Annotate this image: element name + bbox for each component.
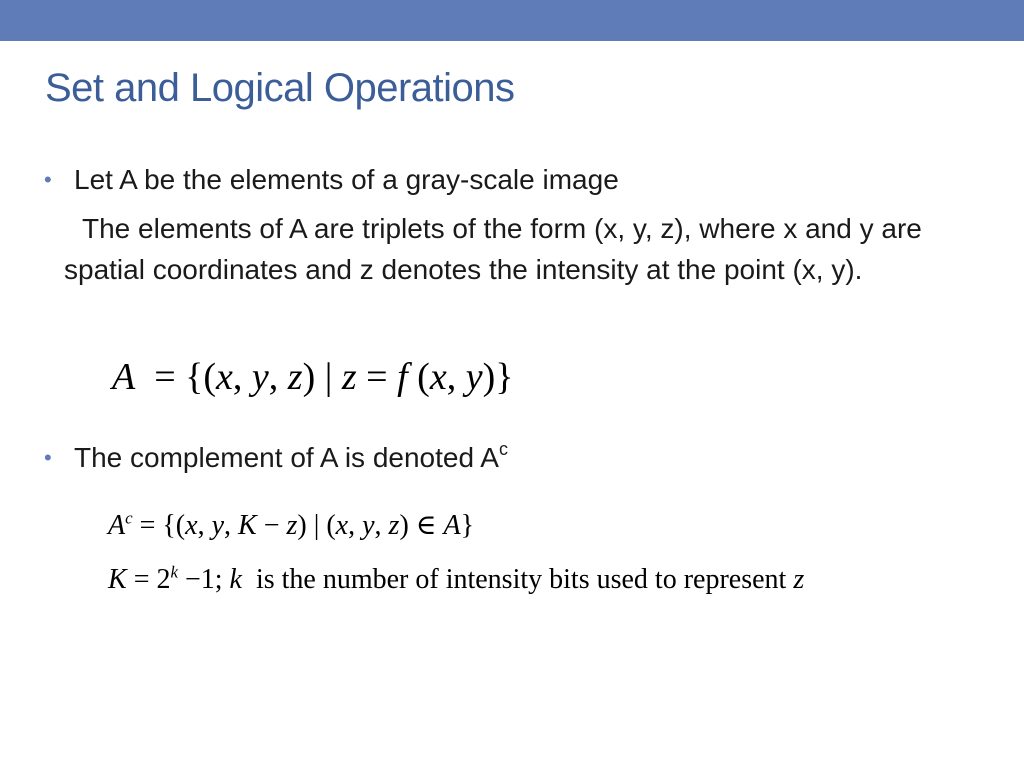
equation-set-definition: A = {(x, y, z) | z = f (x, y)} xyxy=(112,356,514,398)
bullet-dot-icon: • xyxy=(44,167,52,192)
bullet-text-2: The complement of A is denoted A xyxy=(74,442,499,473)
bullet-text-1: Let A be the elements of a gray-scale image xyxy=(74,164,619,195)
complement-superscript: c xyxy=(498,439,508,459)
description-paragraph: The elements of A are triplets of the form (x, y, z), where x and y are spatial coordinates and z denotes the intensity at the point (x, y). xyxy=(64,213,922,285)
equation-k-text: is the number of intensity bits used to represent xyxy=(255,564,787,595)
equation-complement: $A^c = \{(x$, y, K − z) | (x, y, z) ∈ A} xyxy=(108,508,475,541)
slide-title: Set and Logical Operations xyxy=(45,66,515,110)
bullet-dot-icon: • xyxy=(44,445,52,470)
top-accent-bar xyxy=(0,0,1024,41)
equation-k-definition: $K = 2^k -1$; k is the number of intensity bits used to represent z xyxy=(108,562,805,595)
